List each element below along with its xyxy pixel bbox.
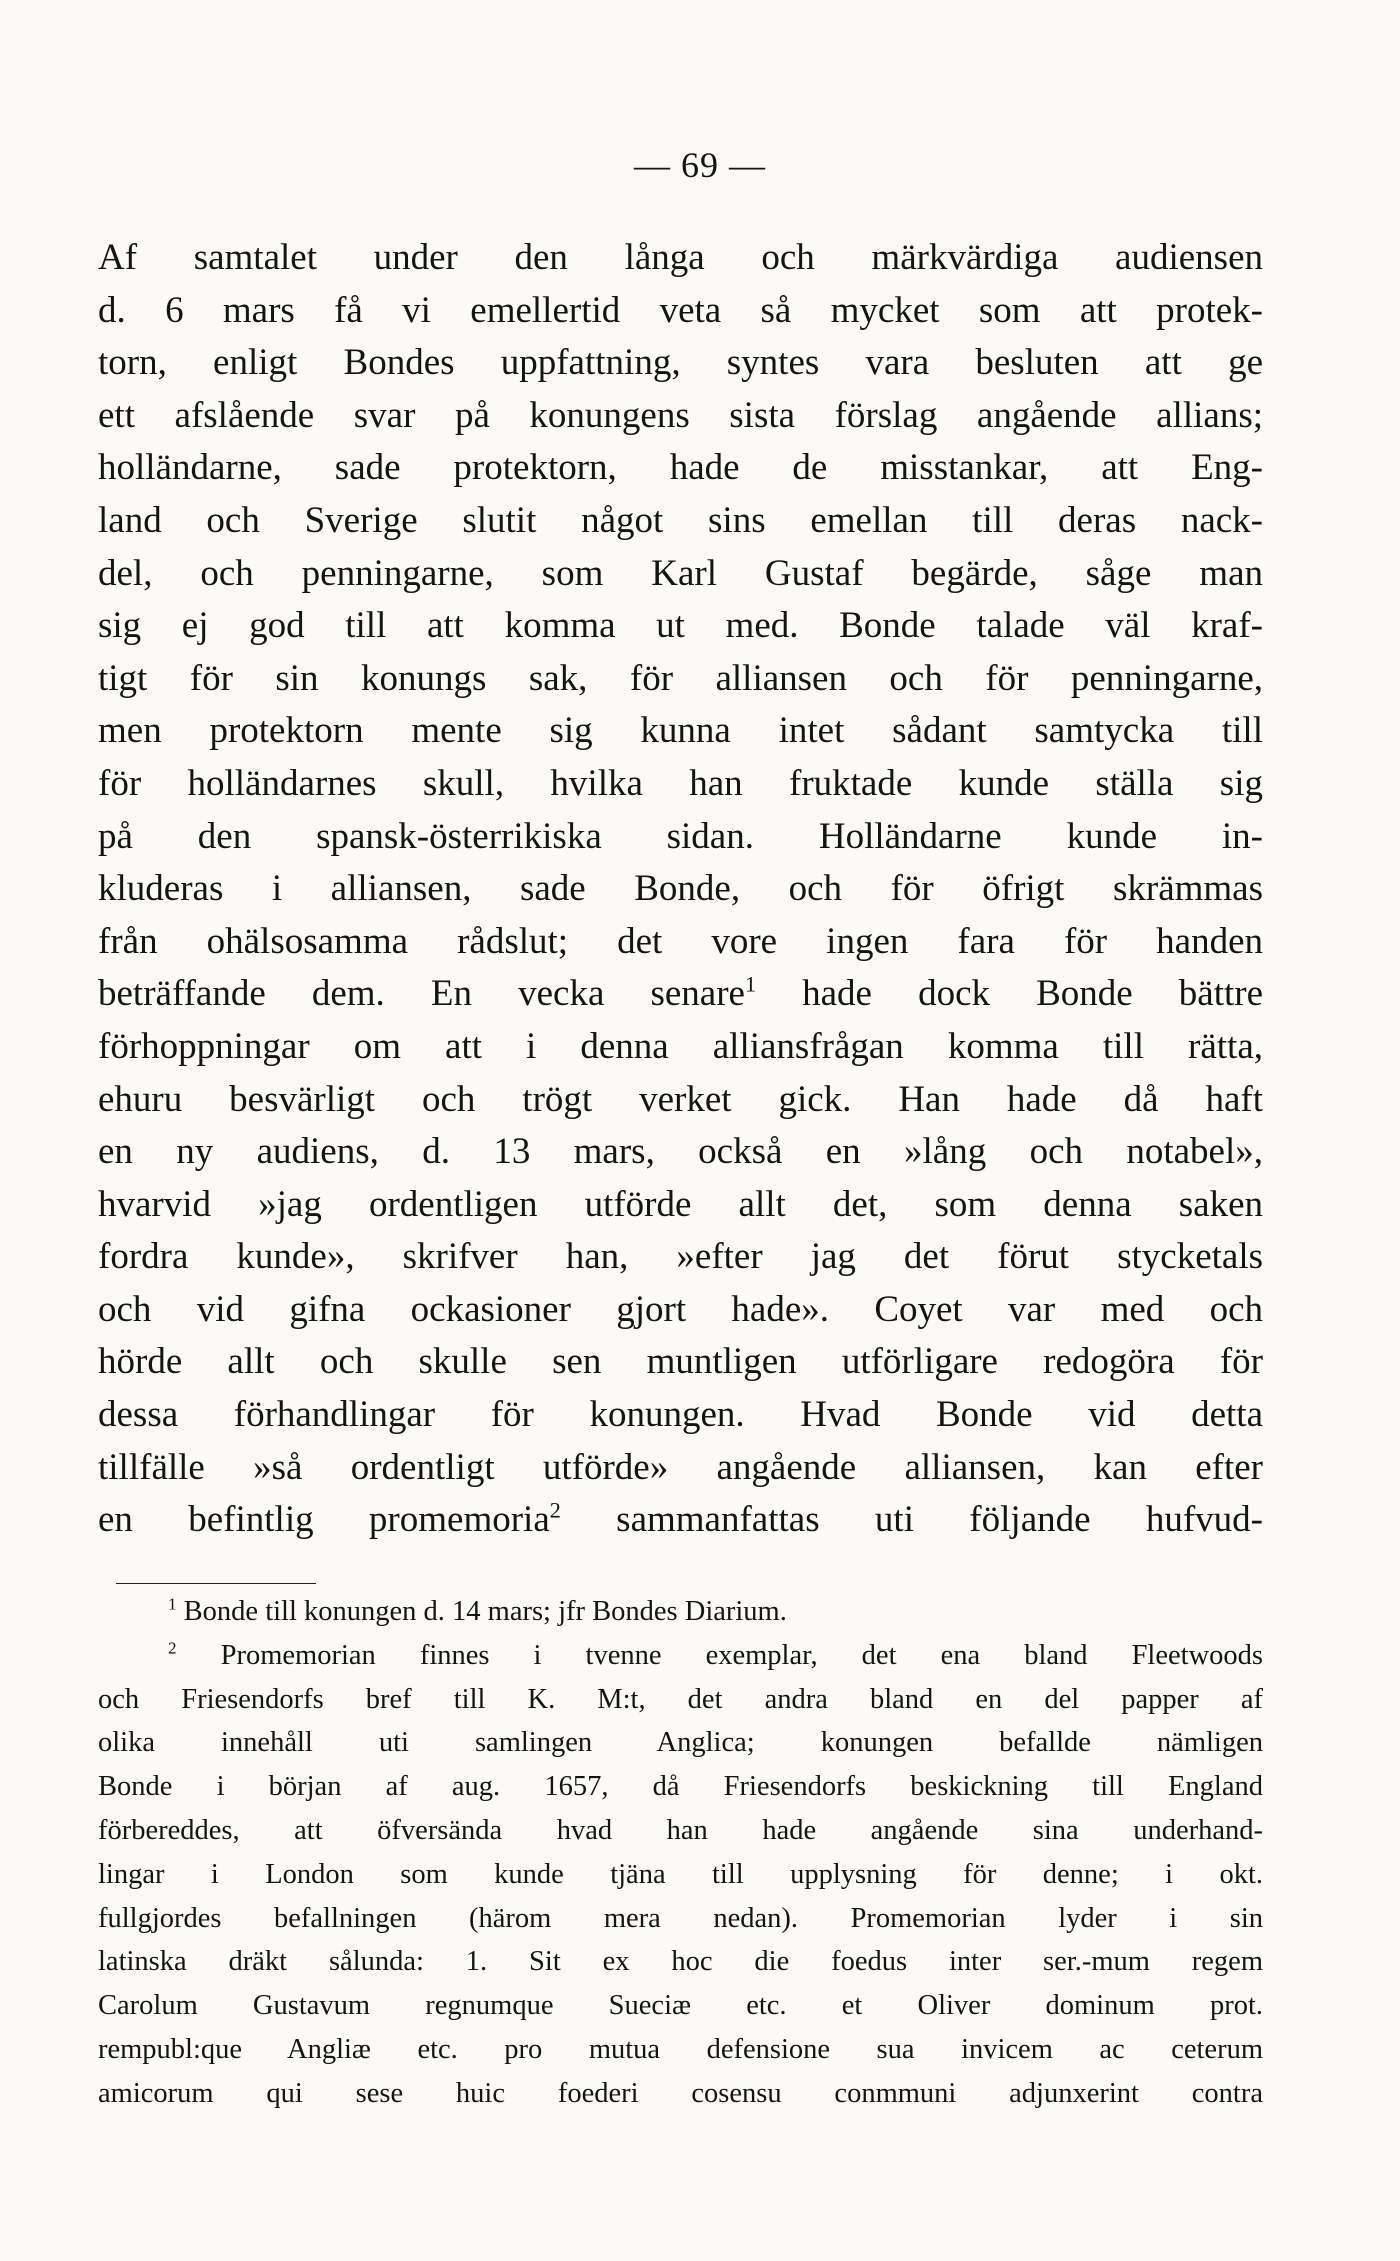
text-line: och vid gifna ockasioner gjort hade». Coyet var med och [98, 1288, 1263, 1330]
footnote-line: fullgjordes befallningen (härom mera nedan). Promemorian lyder i sin [98, 1902, 1263, 1934]
text-line: förhoppningar om att i denna alliansfrågan komma till rätta, [98, 1025, 1263, 1067]
footnote-line: olika innehåll uti samlingen Anglica; konungen befallde nämligen [98, 1727, 1263, 1759]
text-line: holländarne, sade protektorn, hade de misstankar, att Eng- [98, 447, 1263, 489]
text-line: fordra kunde», skrifver han, »efter jag det förut stycketals [98, 1236, 1263, 1278]
text-line: en befintlig promemoria$^2$ sammanfattas uti följande hufvud- [98, 1497, 1263, 1541]
footnote-line: förbereddes, att öfversända hvad han hade angående sina underhand- [98, 1814, 1263, 1846]
text-line: för holländarnes skull, hvilka han fruktade kunde ställa sig [98, 762, 1263, 804]
text-line: torn, enligt Bondes uppfattning, syntes vara besluten att ge [98, 342, 1263, 384]
text-line: men protektorn mente sig kunna intet sådant samtycka till [98, 710, 1263, 752]
footnote-1: $^1$ Bonde till konungen d. 14 mars; jfr Bondes Diarium. [168, 1594, 787, 1627]
text-line: d. 6 mars få vi emellertid veta så mycket som att protek- [98, 289, 1263, 331]
text-line: land och Sverige slutit något sins emellan till deras nack- [98, 499, 1263, 541]
footnote-2: $^2$ Promemorian finnes i tvenne exemplar, det ena bland Fleetwoods [168, 1638, 1263, 1671]
footnote-line: och Friesendorfs bref till K. M:t, det andra bland en del papper af [98, 1683, 1263, 1715]
text-line: beträffande dem. En vecka senare$^1$ hade dock Bonde bättre [98, 971, 1264, 1015]
body-text [98, 232, 1263, 1547]
footnote-line: Carolum Gustavum regnumque Sueciæ etc. et Oliver dominum prot. [98, 1990, 1263, 2022]
text-line: kluderas i alliansen, sade Bonde, och för öfrigt skrämmas [98, 868, 1263, 910]
text-line: hvarvid »jag ordentligen utförde allt det, som denna saken [98, 1183, 1263, 1225]
text-line: dessa förhandlingar för konungen. Hvad Bonde vid detta [98, 1394, 1263, 1436]
text-line: ett afslående svar på konungens sista förslag angående allians; [98, 394, 1263, 436]
footnote-line: Bonde i början af aug. 1657, då Friesendorfs beskickning till England [98, 1771, 1263, 1803]
text-line: Af samtalet under den långa och märkvärdiga audiensen [98, 237, 1263, 278]
page-number: — 69 — [634, 145, 766, 185]
footnote-line: rempubl:que Angliæ etc. pro mutua defensione sua invicem ac ceterum [98, 2033, 1263, 2065]
text-line: sig ej god till att komma ut med. Bonde talade väl kraf- [98, 605, 1263, 647]
footnote-ref-2: 2 [549, 1497, 561, 1523]
text-line: en ny audiens, d. 13 mars, också en »lång och notabel», [98, 1131, 1263, 1173]
text-line: hörde allt och skulle sen muntligen utförligare redogöra för [98, 1341, 1263, 1383]
text-line: på den spansk-österrikiska sidan. Holländarne kunde in- [98, 815, 1263, 857]
footnotes [98, 1590, 1263, 2116]
text-line: från ohälsosamma rådslut; det vore ingen fara för handen [98, 920, 1263, 962]
footnote-rule [116, 1583, 316, 1584]
text-line: ehuru besvärligt och trögt verket gick. Han hade då haft [98, 1078, 1263, 1120]
footnote-line: lingar i London som kunde tjäna till upplysning för denne; i okt. [98, 1858, 1263, 1890]
footnote-ref-1: 1 [744, 971, 757, 997]
text-line: tigt för sin konungs sak, för alliansen och för penningarne, [98, 657, 1263, 699]
footnote-line: latinska dräkt sålunda: 1. Sit ex hoc die foedus inter ser.-mum regem [98, 1946, 1263, 1978]
text-line: tillfälle »så ordentligt utförde» angående alliansen, kan efter [98, 1446, 1263, 1488]
footnote-line: amicorum qui sese huic foederi cosensu conmmuni adjunxerint contra [98, 2077, 1263, 2109]
text-line: del, och penningarne, som Karl Gustaf begärde, såge man [98, 552, 1263, 594]
